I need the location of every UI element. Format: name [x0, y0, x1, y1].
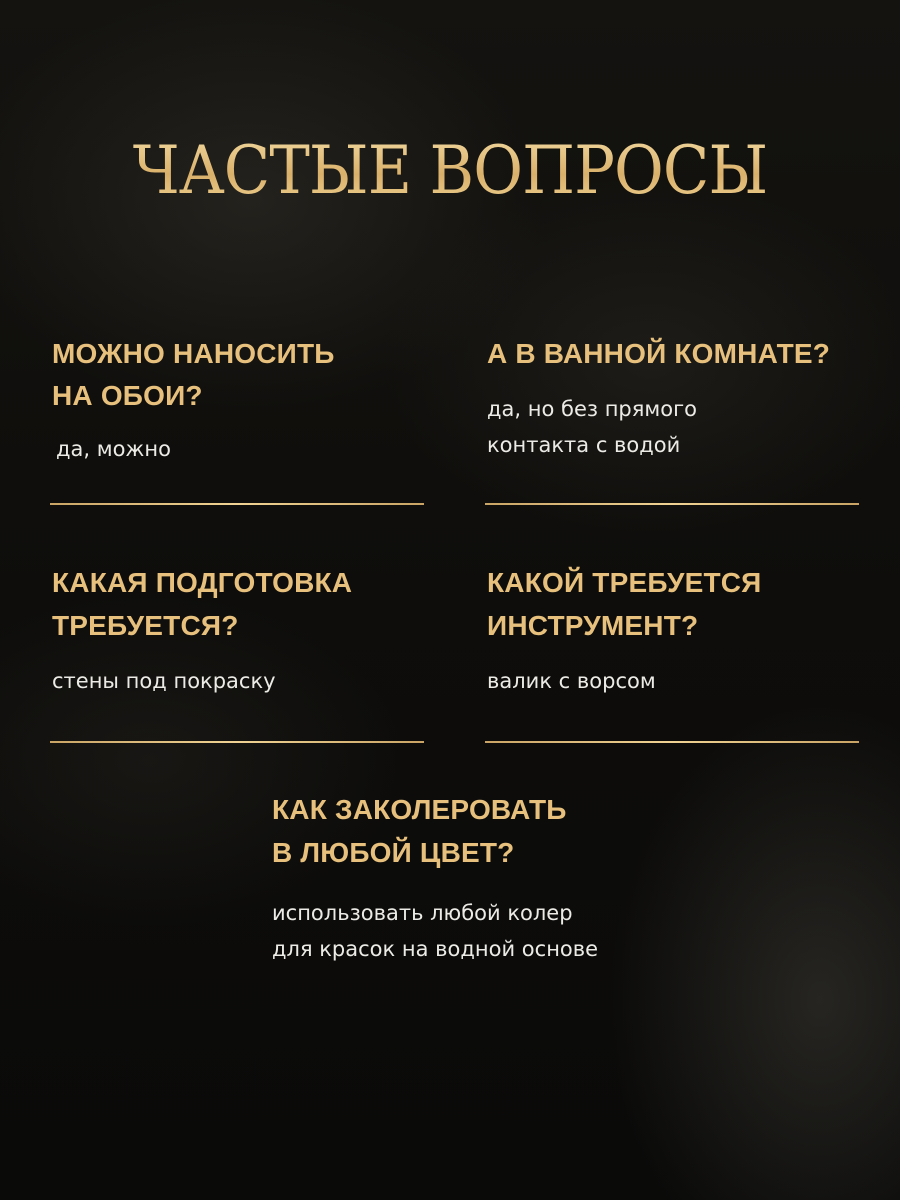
faq-question-line-2: ТРЕБУЕТСЯ? — [52, 610, 239, 641]
faq-question-line-2: НА ОБОИ? — [52, 380, 203, 411]
faq-answer: да, можно — [56, 437, 171, 461]
faq-answer-line-1: использовать любой колер — [272, 901, 573, 925]
faq-question-line-1: МОЖНО НАНОСИТЬ — [52, 338, 335, 369]
faq-question-line-1: КАКАЯ ПОДГОТОВКА — [52, 567, 353, 598]
faq-answer-line-2: контакта с водой — [487, 433, 681, 457]
page-title: ЧАСТЫЕ ВОПРОСЫ — [36, 132, 864, 209]
faq-question-line-1: А В ВАННОЙ КОМНАТЕ? — [487, 338, 831, 369]
faq-question-line-1: КАК ЗАКОЛЕРОВАТЬ — [272, 794, 567, 825]
divider-line — [50, 741, 424, 743]
divider-line — [50, 503, 424, 505]
faq-answer-line-2: для красок на водной основе — [272, 937, 599, 961]
faq-question-line-2: ИНСТРУМЕНТ? — [487, 610, 699, 641]
faq-question-line-1: КАКОЙ ТРЕБУЕТСЯ — [487, 567, 762, 598]
faq-answer: стены под покраску — [52, 669, 276, 693]
faq-question-line-2: В ЛЮБОЙ ЦВЕТ? — [272, 837, 515, 868]
divider-line — [485, 503, 859, 505]
faq-answer: валик с ворсом — [487, 669, 656, 693]
faq-answer-line-1: да, но без прямого — [487, 397, 697, 421]
divider-line — [485, 741, 859, 743]
